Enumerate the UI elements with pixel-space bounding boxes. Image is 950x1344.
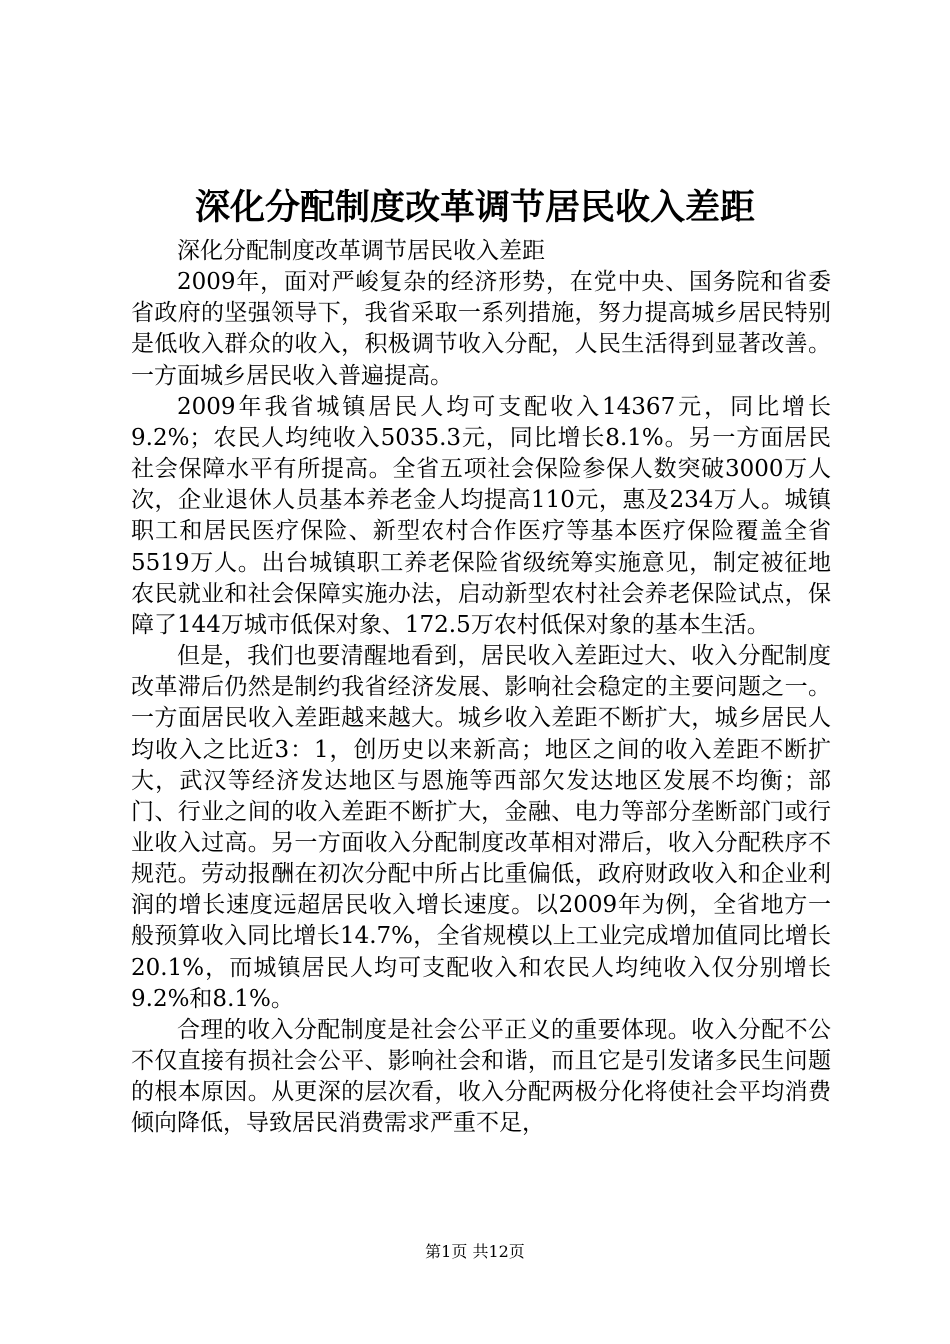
page-footer: 第1页 共12页 bbox=[425, 1242, 525, 1261]
paragraph-4: 合理的收入分配制度是社会公平正义的重要体现。收入分配不公不仅直接有损社会公平、影响社会和谐，而且它是引发诸多民生问题的根本原因。从更深的层次看，收入分配两极分化将使社会平均消费倾向降低，导致居民消费需求严重不足， bbox=[131, 1016, 831, 1137]
document-body bbox=[131, 236, 831, 1140]
paragraph-subtitle: 深化分配制度改革调节居民收入差距 bbox=[177, 238, 545, 264]
document-title: 深化分配制度改革调节居民收入差距 bbox=[194, 187, 755, 228]
paragraph-1: 2009年，面对严峻复杂的经济形势，在党中央、国务院和省委省政府的坚强领导下，我省采取一系列措施，努力提高城乡居民特别是低收入群众的收入，积极调节收入分配，人民生活得到显著改善。一方面城乡居民收入普遍提高。 bbox=[131, 269, 831, 389]
paragraph-2: 2009年我省城镇居民人均可支配收入14367元，同比增长9.2%；农民人均纯收入5035.3元，同比增长8.1%。另一方面居民社会保障水平有所提高。全省五项社会保险参保人数突破3000万人次，企业退休人员基本养老金人均提高110元，惠及234万人。城镇职工和居民医疗保险、新型农村合作医疗等基本医疗保险覆盖全省5519万人。出台城镇职工养老保险省级统筹实施意见，制定被征地农民就业和社会保障实施办法，启动新型农村社会养老保险试点，保障了144万城市低保对象、172.5万农村低保对象的基本生活。 bbox=[131, 393, 831, 638]
paragraph-3: 但是，我们也要清醒地看到，居民收入差距过大、收入分配制度改革滞后仍然是制约我省经济发展、影响社会稳定的主要问题之一。一方面居民收入差距越来越大。城乡收入差距不断扩大，城乡居民人均收入之比近3：1，创历史以来新高；地区之间的收入差距不断扩大，武汉等经济发达地区与恩施等西部欠发达地区发展不均衡；部门、行业之间的收入差距不断扩大，金融、电力等部分垄断部门或行业收入过高。另一方面收入分配制度改革相对滞后，收入分配秩序不规范。劳动报酬在初次分配中所占比重偏低，政府财政收入和企业利润的增长速度远超居民收入增长速度。以2009年为例，全省地方一般预算收入同比增长14.7%，全省规模以上工业完成增加值同比增长20.1%，而城镇居民人均可支配收入和农民人均纯收入仅分别增长9.2%和8.1%。 bbox=[131, 643, 831, 1012]
